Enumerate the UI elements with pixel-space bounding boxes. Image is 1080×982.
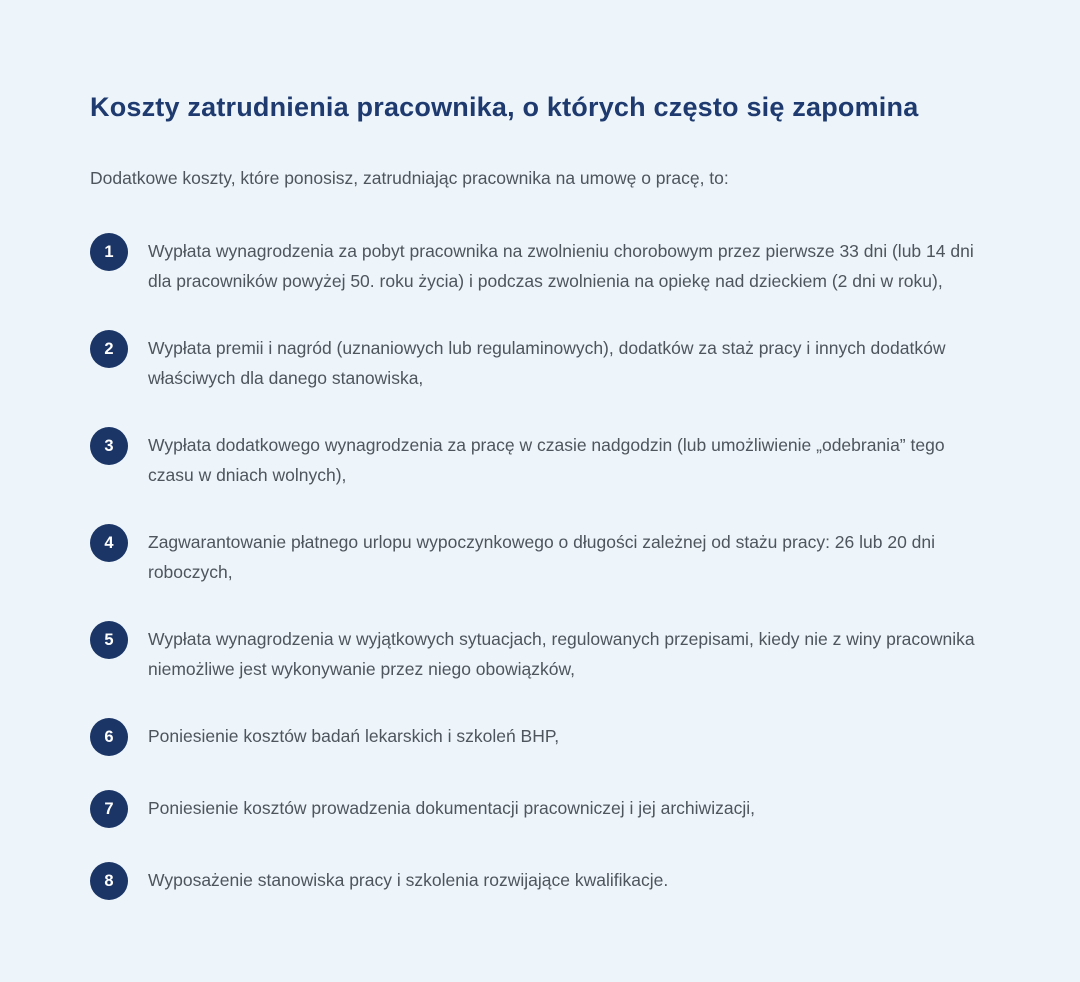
item-text: Wypłata premii i nagród (uznaniowych lub regulaminowych), dodatków za staż pracy i innych dodatków właściwych dla danego stanowiska, (148, 338, 946, 388)
list-item (90, 625, 990, 684)
cost-list (90, 237, 990, 900)
list-item (90, 431, 990, 490)
item-number-badge: 8 (90, 862, 128, 900)
list-item (90, 722, 990, 756)
item-number-badge: 4 (90, 524, 128, 562)
item-text: Wypłata wynagrodzenia w wyjątkowych sytuacjach, regulowanych przepisami, kiedy nie z winy pracownika niemożliwe jest wykonywanie przez niego obowiązków, (148, 629, 975, 679)
list-item (90, 866, 990, 900)
item-text: Wypłata dodatkowego wynagrodzenia za pracę w czasie nadgodzin (lub umożliwienie „odebrania” tego czasu w dniach wolnych), (148, 435, 945, 485)
item-number-badge: 2 (90, 330, 128, 368)
intro-text: Dodatkowe koszty, które ponosisz, zatrudniając pracownika na umowę o pracę, to: (90, 168, 729, 188)
list-item (90, 237, 990, 296)
item-number-badge: 3 (90, 427, 128, 465)
list-item (90, 528, 990, 587)
page-title: Koszty zatrudnienia pracownika, o których często się zapomina (90, 92, 919, 122)
list-item (90, 334, 990, 393)
item-number-badge: 1 (90, 233, 128, 271)
item-number-badge: 5 (90, 621, 128, 659)
item-text: Zagwarantowanie płatnego urlopu wypoczynkowego o długości zależnej od stażu pracy: 26 lub 20 dni roboczych, (148, 532, 936, 582)
item-text: Wyposażenie stanowiska pracy i szkolenia rozwijające kwalifikacje. (148, 870, 669, 890)
list-item (90, 794, 990, 828)
item-text: Wypłata wynagrodzenia za pobyt pracownika na zwolnieniu chorobowym przez pierwsze 33 dni (lub 14 dni dla pracowników powyżej 50. roku życia) i podczas zwolnienia na opiekę nad dzieckiem (2 dni w roku), (148, 241, 974, 291)
item-number-badge: 6 (90, 718, 128, 756)
item-text: Poniesienie kosztów prowadzenia dokumentacji pracowniczej i jej archiwizacji, (148, 798, 755, 818)
item-number-badge: 7 (90, 790, 128, 828)
item-text: Poniesienie kosztów badań lekarskich i szkoleń BHP, (148, 726, 560, 746)
